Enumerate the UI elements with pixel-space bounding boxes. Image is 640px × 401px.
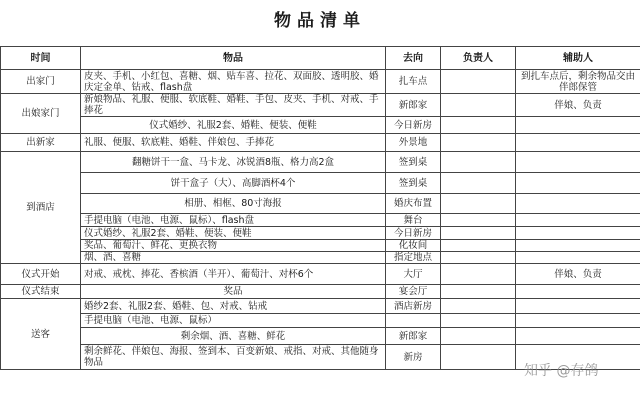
owner-cell [441, 252, 516, 264]
header-owner: 负责人 [441, 47, 516, 70]
watermark: 知乎 @存鸽 [524, 363, 599, 379]
owner-cell [441, 117, 516, 134]
items-table [0, 46, 640, 370]
time-cell: 出娘家门 [1, 94, 81, 134]
destination-cell: 签到桌 [386, 152, 441, 173]
owner-cell [441, 328, 516, 345]
destination-cell: 宴会厅 [386, 285, 441, 299]
owner-cell [441, 214, 516, 227]
helper-cell [516, 299, 640, 314]
table-row [1, 299, 640, 314]
table-row [1, 314, 640, 328]
owner-cell [441, 240, 516, 252]
destination-cell: 新房 [386, 345, 441, 370]
items-cell: 烟、酒、喜糖 [81, 252, 386, 264]
helper-cell [516, 117, 640, 134]
owner-cell [441, 345, 516, 370]
destination-cell: 今日新房 [386, 117, 441, 134]
helper-cell [516, 227, 640, 240]
destination-cell: 指定地点 [386, 252, 441, 264]
items-cell: 手提电脑（电池、电源、鼠标） [81, 314, 386, 328]
destination-cell: 酒店新房 [386, 299, 441, 314]
header-items: 物品 [81, 47, 386, 70]
items-cell: 皮夹、手机、小红包、喜糖、烟、贴车喜、拉花、双面胶、透明胶、婚庆定金单、钻戒、flash盘 [81, 70, 386, 94]
items-cell: 对戒、戒枕、捧花、香槟酒（半开）、葡萄汁、对杯6个 [81, 264, 386, 285]
helper-cell [516, 240, 640, 252]
destination-cell: 大厅 [386, 264, 441, 285]
table-row [1, 117, 640, 134]
destination-cell: 婚庆布置 [386, 194, 441, 214]
helper-cell [516, 194, 640, 214]
owner-cell [441, 173, 516, 194]
items-cell: 礼服、便服、软底鞋、婚鞋、伴娘包、手捧花 [81, 134, 386, 152]
items-cell: 手提电脑（电池、电源、鼠标）、flash盘 [81, 214, 386, 227]
owner-cell [441, 152, 516, 173]
items-cell: 奖品、葡萄汁、鲜花、更换衣物 [81, 240, 386, 252]
table-row [1, 264, 640, 285]
owner-cell [441, 70, 516, 94]
header-time: 时间 [1, 47, 81, 70]
helper-cell [516, 214, 640, 227]
time-cell: 到酒店 [1, 152, 81, 264]
helper-cell [516, 134, 640, 152]
page-title: 物品清单 [274, 11, 366, 31]
helper-cell [516, 328, 640, 345]
helper-cell [516, 285, 640, 299]
header-row [1, 47, 640, 70]
table-row [1, 252, 640, 264]
time-cell: 仪式结束 [1, 285, 81, 299]
owner-cell [441, 134, 516, 152]
items-cell: 新娘物品、礼服、便服、软底鞋、婚鞋、手包、皮夹、手机、对戒、手捧花 [81, 94, 386, 117]
owner-cell [441, 264, 516, 285]
time-cell: 出新家 [1, 134, 81, 152]
items-cell: 婚纱2套、礼服2套、婚鞋、包、对戒、钻戒 [81, 299, 386, 314]
table-row [1, 328, 640, 345]
helper-cell [516, 314, 640, 328]
items-cell: 翻糖饼干一盒、马卡龙、冰锐酒8瓶、格力高2盒 [81, 152, 386, 173]
destination-cell: 新郎家 [386, 328, 441, 345]
table-row [1, 345, 640, 370]
table-row [1, 94, 640, 117]
table-row [1, 240, 640, 252]
helper-cell: 伴娘、负责 [516, 94, 640, 117]
items-cell: 相册、相框、80寸海报 [81, 194, 386, 214]
items-cell: 饼干盒子（大）、高脚酒杯4个 [81, 173, 386, 194]
table-row [1, 285, 640, 299]
destination-cell: 舞台 [386, 214, 441, 227]
helper-cell [516, 252, 640, 264]
items-cell: 仪式婚纱、礼服2套、婚鞋、便装、便鞋 [81, 227, 386, 240]
items-cell: 剩余鲜花、伴娘包、海报、签到本、百变新娘、戒指、对戒、其他随身物品 [81, 345, 386, 370]
helper-cell: 伴娘、负责 [516, 264, 640, 285]
owner-cell [441, 314, 516, 328]
table-row [1, 134, 640, 152]
owner-cell [441, 227, 516, 240]
table-row [1, 214, 640, 227]
owner-cell [441, 194, 516, 214]
table-row [1, 152, 640, 173]
owner-cell [441, 299, 516, 314]
owner-cell [441, 285, 516, 299]
destination-cell: 新郎家 [386, 94, 441, 117]
time-cell: 仪式开始 [1, 264, 81, 285]
helper-cell [516, 173, 640, 194]
table-row [1, 173, 640, 194]
items-cell: 仪式婚纱、礼服2套、婚鞋、便装、便鞋 [81, 117, 386, 134]
helper-cell [516, 345, 640, 370]
header-helper: 辅助人 [516, 47, 640, 70]
table-row [1, 194, 640, 214]
destination-cell [386, 314, 441, 328]
table-row [1, 70, 640, 94]
destination-cell: 化妆间 [386, 240, 441, 252]
time-cell: 出家门 [1, 70, 81, 94]
destination-cell: 扎车点 [386, 70, 441, 94]
items-cell: 剩余烟、酒、喜糖、鲜花 [81, 328, 386, 345]
destination-cell: 外景地 [386, 134, 441, 152]
destination-cell: 今日新房 [386, 227, 441, 240]
helper-cell: 到扎车点后，剩余物品交由伴郎保管 [516, 70, 640, 94]
helper-cell [516, 152, 640, 173]
header-destination: 去向 [386, 47, 441, 70]
items-cell: 奖品 [81, 285, 386, 299]
time-cell: 送客 [1, 299, 81, 370]
title-bar [0, 0, 640, 37]
table-body [1, 70, 640, 370]
owner-cell [441, 94, 516, 117]
table-row [1, 227, 640, 240]
destination-cell: 签到桌 [386, 173, 441, 194]
